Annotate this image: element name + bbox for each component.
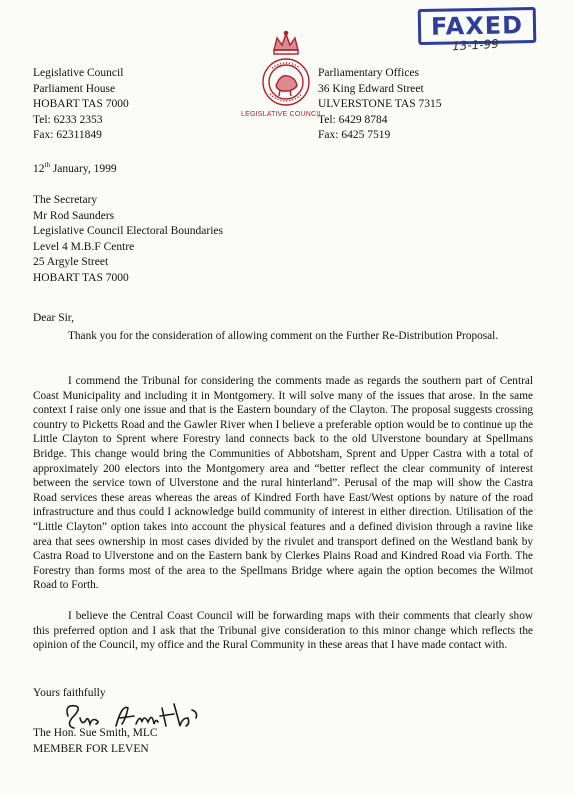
signer-name: The Hon. Sue Smith, MLC <box>33 727 158 739</box>
recipient-line: HOBART TAS 7000 <box>33 271 129 284</box>
address-line: Fax: 6425 7519 <box>318 129 391 142</box>
sender-address-left <box>33 66 129 144</box>
body-paragraph-2: I commend the Tribunal for considering the comments made as regards the southern part of Central Coast Municipality and including it in Montgomery. It will solve many of the issues that arose. In the same context I raise only one issue and that is the Eastern boundary of the Clayton. The proposal suggests crossing country to Picketts Road and the Gawler River when I believe a preferable option would be to continue up the Little Clayton to Sprent where Forestry land connects back to the old Ulverstone boundary at Spellmans Bridge. This change would bring the Communities of Abbotsham, Sprent and Upper Castra with a total of approximately 200 electors into the Montgomery area and “better reflect the clear community of interest between the service town of Ulverstone and the rural hinterland”. Perusal of the map will show the Castra Road services these areas whereas the areas of Kindred Forth have East/West options by nature of the road infrastructure and thus could I acknowledge build community of interest in either direction. Utilisation of the “Little Clayton” option takes into account the physical features and a defined division through a ravine like area that sees ownership in most cases divided by the rivulet and transport defined on the Westland bank by Castra Road to Ulverstone and on the Eastern bank by Clerkes Plains Road and Kindred Road via Forth. The Forestry than forms most of the area to the Spellmans Bridge where again the option becomes the Wilmot Road to Forth. <box>33 375 533 592</box>
address-line: ULVERSTONE TAS 7315 <box>318 98 442 111</box>
recipient-line: 25 Argyle Street <box>33 256 109 269</box>
legislative-council-crest-icon <box>250 28 322 120</box>
body-paragraph-1: Thank you for the consideration of allowing comment on the Further Re-Distribution Proposal. <box>68 330 499 342</box>
recipient-address <box>33 193 223 287</box>
address-line: HOBART TAS 7000 <box>33 98 129 111</box>
letter-date <box>33 161 117 175</box>
crest-label: LEGISLATIVE COUNCIL <box>241 111 323 118</box>
address-line: Parliament House <box>33 82 116 95</box>
faxed-stamp: FAXED <box>418 7 537 45</box>
address-line: Tel: 6429 8784 <box>318 113 388 126</box>
signer-title: MEMBER FOR LEVEN <box>33 742 149 755</box>
body-paragraph-3: I believe the Central Coast Council will be forwarding maps with their comments that clearly show this preferred option and I ask that the Tribunal give consideration to this minor change which reflects the opinion of the Council, my office and the Rural Community in these areas that I have made contact with. <box>33 610 533 652</box>
salutation: Dear Sir, <box>33 312 75 324</box>
recipient-line: Legislative Council Electoral Boundaries <box>33 225 224 238</box>
address-line: Tel: 6233 2353 <box>33 113 103 126</box>
address-line: Fax: 62311849 <box>33 129 102 142</box>
address-line: Parliamentary Offices <box>318 67 420 79</box>
address-line: Legislative Council <box>33 67 124 79</box>
date-day: 12 <box>33 162 45 175</box>
stamp-handwritten-note: 13-1-99 <box>451 36 500 54</box>
address-line: 36 King Edward Street <box>318 82 424 95</box>
date-rest: January, 1999 <box>49 162 117 175</box>
closing: Yours faithfully <box>33 687 106 699</box>
recipient-line: Level 4 M.B.F Centre <box>33 240 135 253</box>
recipient-line: Mr Rod Saunders <box>33 209 115 222</box>
sender-address-right <box>318 66 441 144</box>
recipient-line: The Secretary <box>33 194 98 206</box>
date-suffix: th <box>44 161 50 169</box>
signer-block <box>33 726 158 757</box>
